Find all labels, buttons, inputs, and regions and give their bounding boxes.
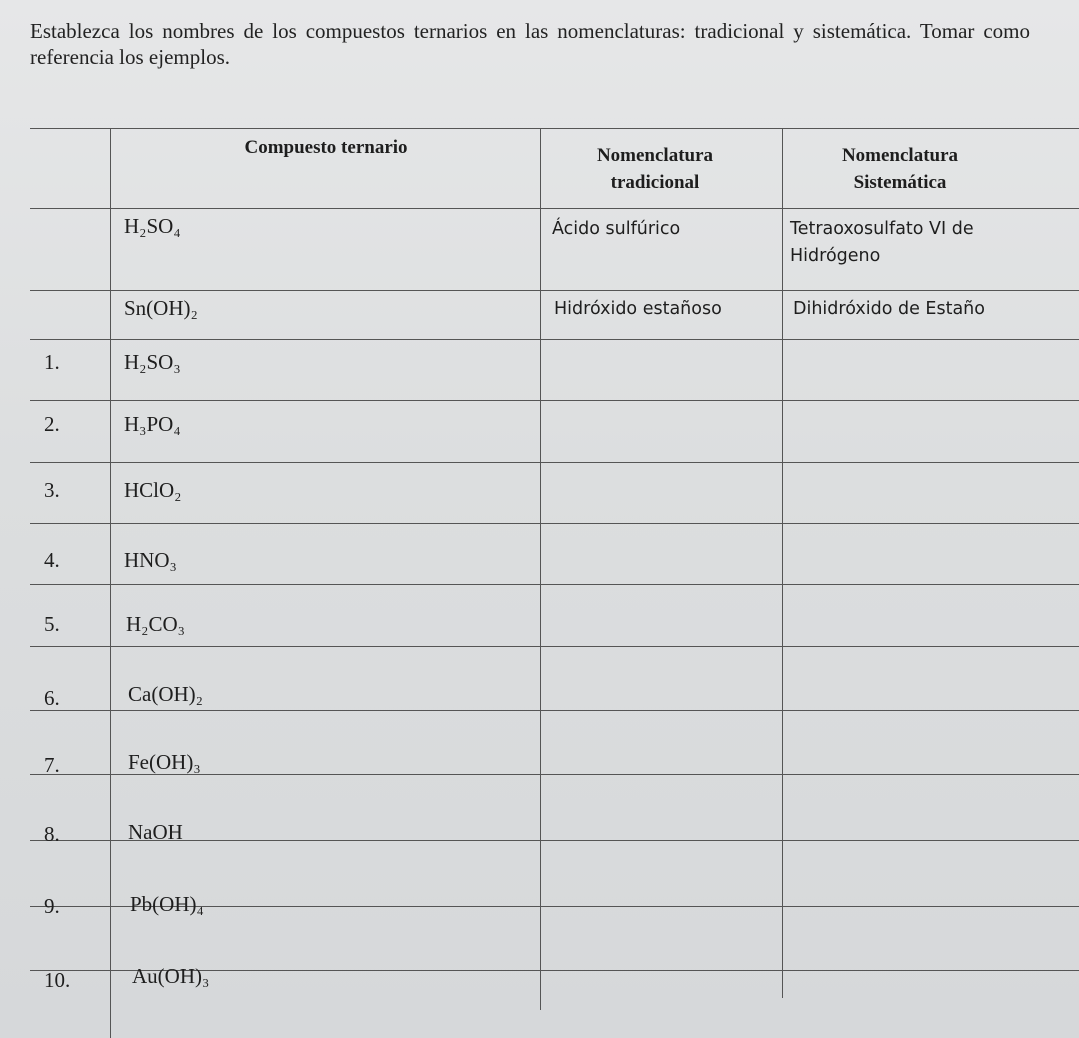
table-rule xyxy=(30,840,1079,841)
table-rule xyxy=(30,290,1079,291)
table-rule xyxy=(30,584,1079,585)
compounds-table xyxy=(0,128,1079,1038)
exercise-number: 7. xyxy=(44,753,60,777)
exercise-formula: HNO₃ xyxy=(124,548,177,572)
table-rule xyxy=(30,523,1079,524)
exercise-formula: H₃PO₄ xyxy=(124,412,181,436)
table-rule xyxy=(30,128,1079,129)
table-rule xyxy=(30,646,1079,647)
exercise-number: 5. xyxy=(44,612,60,636)
exercise-formula: Pb(OH)₄ xyxy=(130,892,204,916)
exercise-formula: Ca(OH)₂ xyxy=(128,682,203,706)
header-compound: Compuesto ternario xyxy=(244,137,408,158)
table-column-rule xyxy=(540,128,541,1010)
table-rule xyxy=(30,208,1079,209)
example-formula: Sn(OH)₂ xyxy=(124,296,198,320)
table-column-rule xyxy=(110,128,111,1038)
table-column-rule xyxy=(782,128,783,998)
exercise-number: 3. xyxy=(44,478,60,502)
example-systematic-name: Tetraoxosulfato VI de Hidrógeno xyxy=(790,219,974,266)
header-traditional: Nomenclatura tradicional xyxy=(596,145,714,193)
exercise-number: 1. xyxy=(44,350,60,374)
exercise-number: 2. xyxy=(44,412,60,436)
example-systematic-name: Dihidróxido de Estaño xyxy=(793,299,985,319)
table-rule xyxy=(30,339,1079,340)
exercise-formula: H₂CO₃ xyxy=(126,612,185,636)
exercise-formula: Au(OH)₃ xyxy=(132,964,210,988)
exercise-number: 4. xyxy=(44,548,60,572)
example-formula: H₂SO₄ xyxy=(124,214,181,238)
exercise-formula: NaOH xyxy=(128,820,183,844)
exercise-formula: Fe(OH)₃ xyxy=(128,750,201,774)
exercise-number: 8. xyxy=(44,822,60,846)
table-rule xyxy=(30,400,1079,401)
exercise-number: 9. xyxy=(44,894,60,918)
header-systematic: Nomenclatura Sistemática xyxy=(841,145,959,193)
example-traditional-name: Ácido sulfúrico xyxy=(552,219,681,239)
example-traditional-name: Hidróxido estañoso xyxy=(554,299,722,319)
exercise-number: 10. xyxy=(44,968,71,992)
exercise-number: 6. xyxy=(44,686,60,710)
table-rule xyxy=(30,462,1079,463)
table-rule xyxy=(30,710,1079,711)
exercise-formula: H₂SO₃ xyxy=(124,350,181,374)
instructions-text: Establezca los nombres de los compuestos ternarios en las nomenclaturas: tradicional y sistemática. Tomar como referencia los ejemplos. xyxy=(30,19,1030,69)
exercise-formula: HClO₂ xyxy=(124,478,182,502)
